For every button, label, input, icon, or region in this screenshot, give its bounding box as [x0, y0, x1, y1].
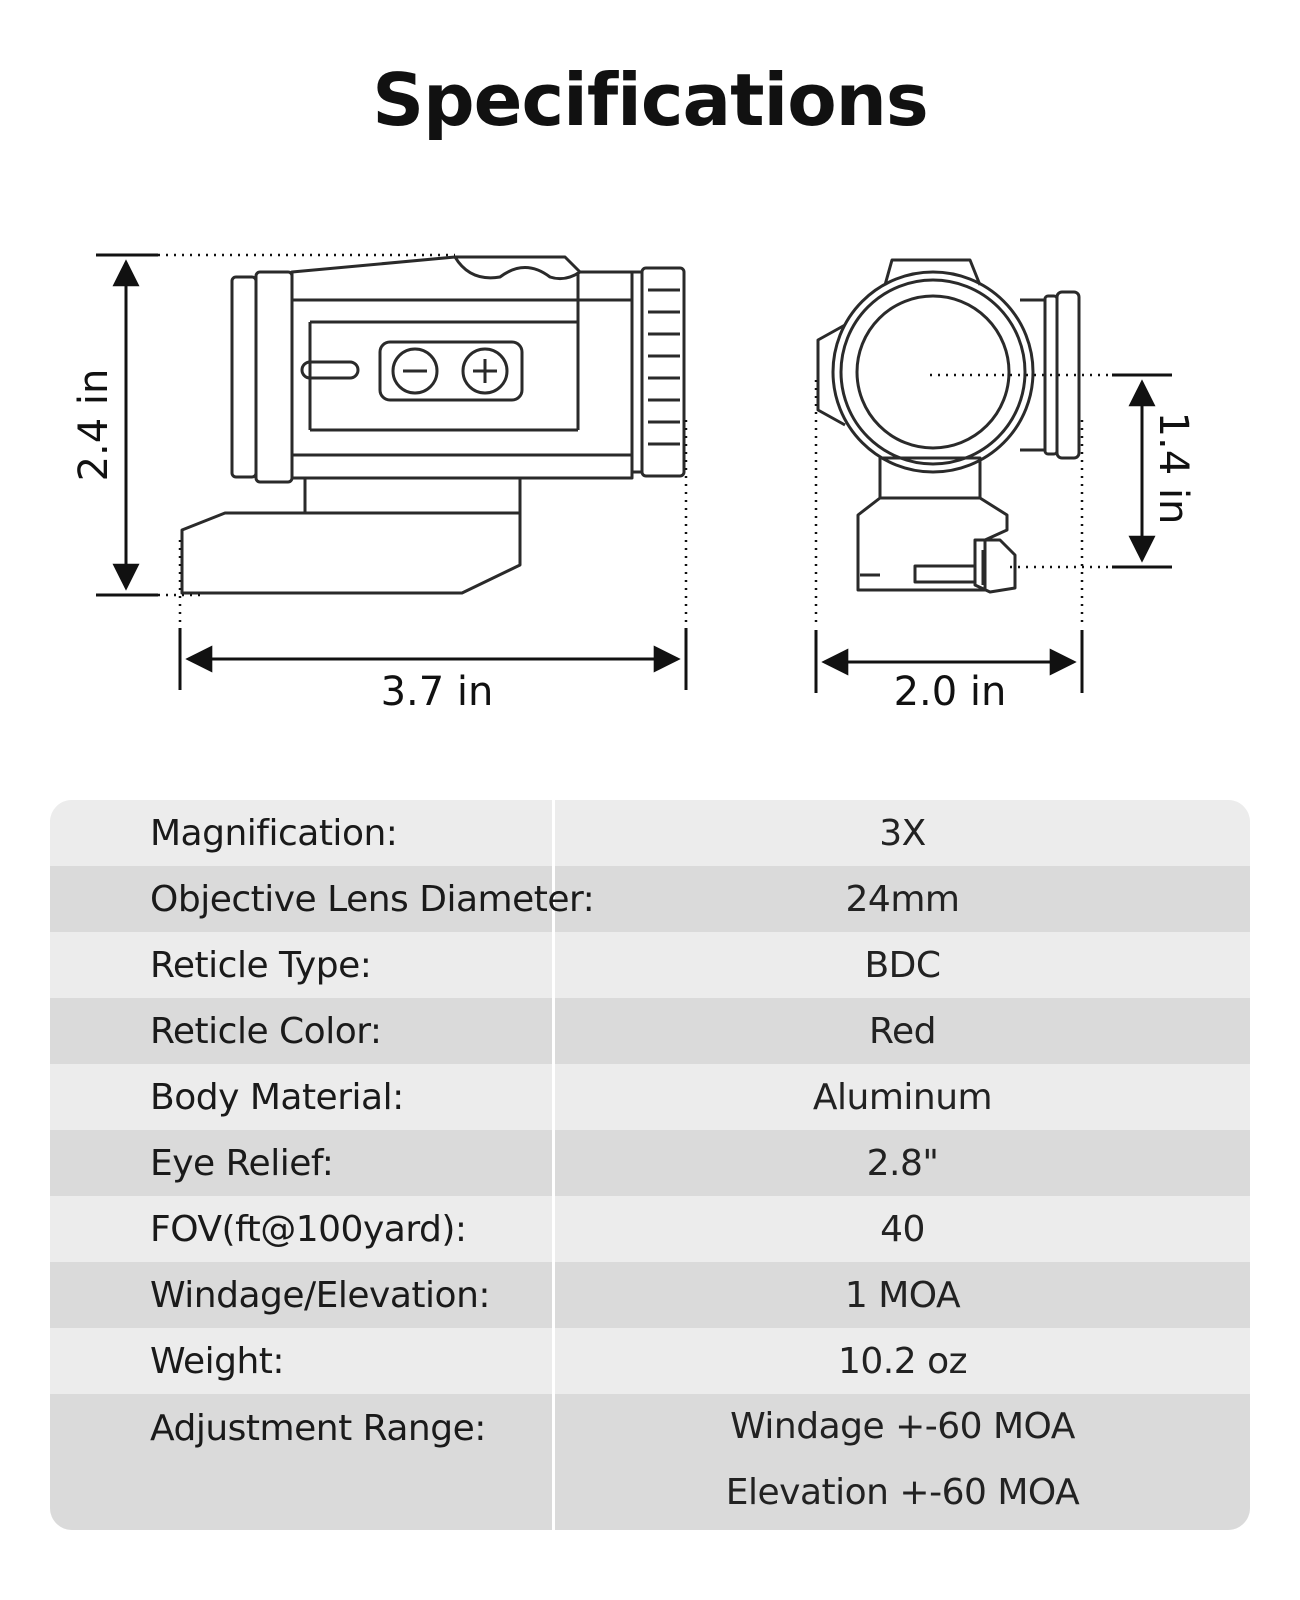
spec-value: 1 MOA	[844, 1274, 961, 1316]
page-title: Specifications	[372, 58, 928, 142]
front-view-drawing	[818, 260, 1079, 592]
table-row	[50, 866, 1250, 932]
spec-value	[555, 1394, 1250, 1530]
spec-label: Reticle Color:	[50, 998, 555, 1064]
spec-value: 3X	[879, 812, 926, 854]
spec-label: Weight:	[50, 1328, 555, 1394]
height-side-label: 2.4 in	[71, 368, 117, 482]
spec-value: 2.8"	[866, 1142, 939, 1184]
table-row	[50, 1130, 1250, 1196]
spec-label: Reticle Type:	[50, 932, 555, 998]
length-label: 3.7 in	[380, 669, 494, 715]
table-row	[50, 800, 1250, 866]
spec-value: 10.2 oz	[837, 1340, 968, 1382]
spec-value: Aluminum	[812, 1076, 993, 1118]
spec-value: BDC	[864, 944, 941, 986]
spec-label: Eye Relief:	[50, 1130, 555, 1196]
width-label: 2.0 in	[893, 669, 1007, 715]
spec-label: Magnification:	[50, 800, 555, 866]
front-view-dimensions	[816, 375, 1172, 693]
spec-value: Red	[869, 1010, 936, 1052]
side-view-drawing	[182, 257, 684, 593]
spec-label: Windage/Elevation:	[50, 1262, 555, 1328]
spec-value: 40	[880, 1208, 925, 1250]
spec-value: 24mm	[845, 878, 960, 920]
table-row	[50, 1262, 1250, 1328]
table-row	[50, 1394, 1250, 1530]
spec-label: Body Material:	[50, 1064, 555, 1130]
table-row	[50, 1064, 1250, 1130]
table-row	[50, 1196, 1250, 1262]
spec-value-line: Windage +-60 MOA	[730, 1406, 1075, 1447]
height-front-label: 1.4 in	[1150, 411, 1196, 525]
table-row	[50, 998, 1250, 1064]
spec-label: Objective Lens Diameter:	[50, 866, 555, 932]
spec-label: Adjustment Range:	[50, 1394, 555, 1530]
dimension-drawing	[0, 0, 1300, 780]
spec-table	[50, 800, 1250, 1530]
spec-value-line: Elevation +-60 MOA	[725, 1472, 1080, 1513]
table-row	[50, 932, 1250, 998]
table-row	[50, 1328, 1250, 1394]
spec-label: FOV(ft@100yard):	[50, 1196, 555, 1262]
side-view-dimensions	[96, 255, 686, 690]
